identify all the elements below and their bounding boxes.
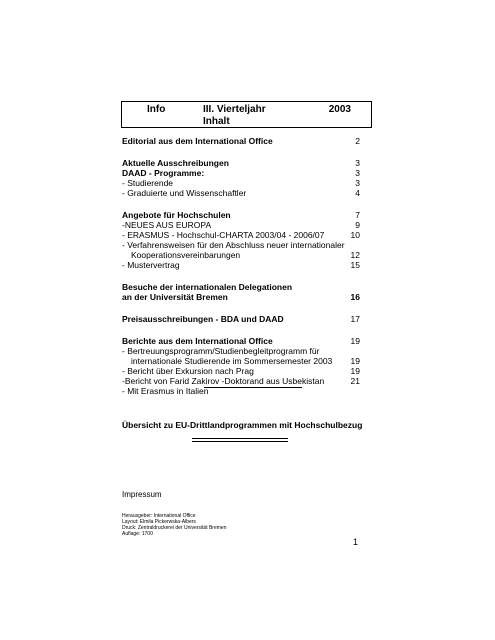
toc-entry <box>122 376 360 386</box>
imprint-block <box>122 513 226 537</box>
toc-entry-title: an der Universität Bremen <box>122 292 228 302</box>
impressum-title: Impressum <box>122 490 162 499</box>
toc-section <box>122 158 360 198</box>
toc-entry <box>122 188 360 198</box>
header-quarter: III. Vierteljahr <box>203 104 266 115</box>
toc-entry <box>122 220 360 230</box>
toc-entry-page: 7 <box>355 210 360 220</box>
toc-entry <box>122 336 360 346</box>
toc-entry-title: Berichte aus dem International Office <box>122 336 273 346</box>
eu-programmes-title: Übersicht zu EU-Drittlandprogrammen mit Hochschulbezug <box>122 420 363 430</box>
toc-entry-title: -Bericht von Farid Zakirov -Doktorand aus Usbekistan <box>122 376 325 386</box>
toc-entry-page: 10 <box>350 230 360 240</box>
toc-entry-page: 4 <box>355 188 360 198</box>
toc-entry-page: 9 <box>355 220 360 230</box>
toc-entry-page: 15 <box>350 260 360 270</box>
toc-entry-title: -NEUES AUS EUROPA <box>122 220 212 230</box>
toc-section <box>122 210 360 270</box>
toc-entry-page: 19 <box>350 356 360 366</box>
toc-entry <box>122 136 360 146</box>
toc-section <box>122 136 360 146</box>
toc-section <box>122 314 360 324</box>
divider-double <box>192 438 288 442</box>
toc-entry <box>122 260 360 270</box>
toc-entry-title: - ERASMUS - Hochschul-CHARTA 2003/04 - 2006/07 <box>122 230 325 240</box>
header-box <box>121 101 372 128</box>
toc-entry-page: 21 <box>350 376 360 386</box>
toc-entry-page: 19 <box>350 366 360 376</box>
toc-entry <box>122 230 360 240</box>
toc-entry <box>122 168 360 178</box>
toc-entry-page: 3 <box>355 178 360 188</box>
toc-section <box>122 282 360 302</box>
toc-entry-title: - Bertreuungsprogramm/Studienbegleitprogramm für <box>122 346 320 356</box>
toc-entry-title: Besuche der internationalen Delegationen <box>122 282 293 292</box>
imprint-line: Auflage: 1700 <box>122 531 153 537</box>
toc-entry-page <box>338 346 360 356</box>
toc-entry-page: 16 <box>350 292 360 302</box>
toc-entry-title: - Bericht über Exkursion nach Prag <box>122 366 254 376</box>
toc-entry <box>122 210 360 220</box>
toc-entry-title: internationale Studierende im Sommersemester 2003 <box>131 356 333 366</box>
toc-entry-title: Editorial aus dem International Office <box>122 136 273 146</box>
toc-entry <box>122 158 360 168</box>
toc-entry-title: Preisausschreibungen - BDA und DAAD <box>122 314 284 324</box>
toc-entry <box>122 178 360 188</box>
imprint-line: Druck: Zentraldruckerei der Universität Bremen <box>122 525 227 531</box>
toc-entry-page <box>345 240 360 250</box>
page-number: 1 <box>353 537 359 547</box>
imprint-line: Herausgeber: International Office <box>122 513 196 519</box>
toc-entry-page: 19 <box>350 336 360 346</box>
toc-entry <box>122 250 360 260</box>
header-info: Info <box>147 104 166 115</box>
header-year: 2003 <box>328 104 351 115</box>
toc-entry-page: 2 <box>355 136 360 146</box>
toc-entry <box>122 366 360 376</box>
toc-entry-page <box>338 282 360 292</box>
toc-entry <box>122 356 360 366</box>
table-of-contents <box>122 136 360 408</box>
toc-entry-title: - Studierende <box>122 178 174 188</box>
toc-entry-title: - Mit Erasmus in Italien <box>122 386 209 396</box>
toc-entry-page <box>338 386 360 396</box>
toc-entry-title: - Mustervertrag <box>122 260 180 270</box>
toc-entry-title: - Graduierte und Wissenschaftler <box>122 188 247 198</box>
toc-entry-title: Kooperationsvereinbarungen <box>131 250 241 260</box>
toc-entry-page: 12 <box>350 250 360 260</box>
toc-entry <box>122 240 360 250</box>
toc-entry <box>122 292 360 302</box>
toc-entry-title: DAAD - Programme: <box>122 168 205 178</box>
toc-entry <box>122 282 360 292</box>
toc-entry-page: 3 <box>355 158 360 168</box>
toc-entry <box>122 314 360 324</box>
toc-entry <box>122 346 360 356</box>
imprint-line: Layout: Elmila Pickerwska-Albers <box>122 519 196 525</box>
toc-entry-title: Aktuelle Ausschreibungen <box>122 158 229 168</box>
toc-entry-page: 3 <box>355 168 360 178</box>
toc-entry-title: - Verfahrensweisen für den Abschluss neuer internationaler <box>122 240 345 250</box>
divider-single <box>204 387 302 388</box>
toc-entry-page: 17 <box>350 314 360 324</box>
toc-entry-title: Angebote für Hochschulen <box>122 210 231 220</box>
header-inhalt: Inhalt <box>203 116 230 127</box>
